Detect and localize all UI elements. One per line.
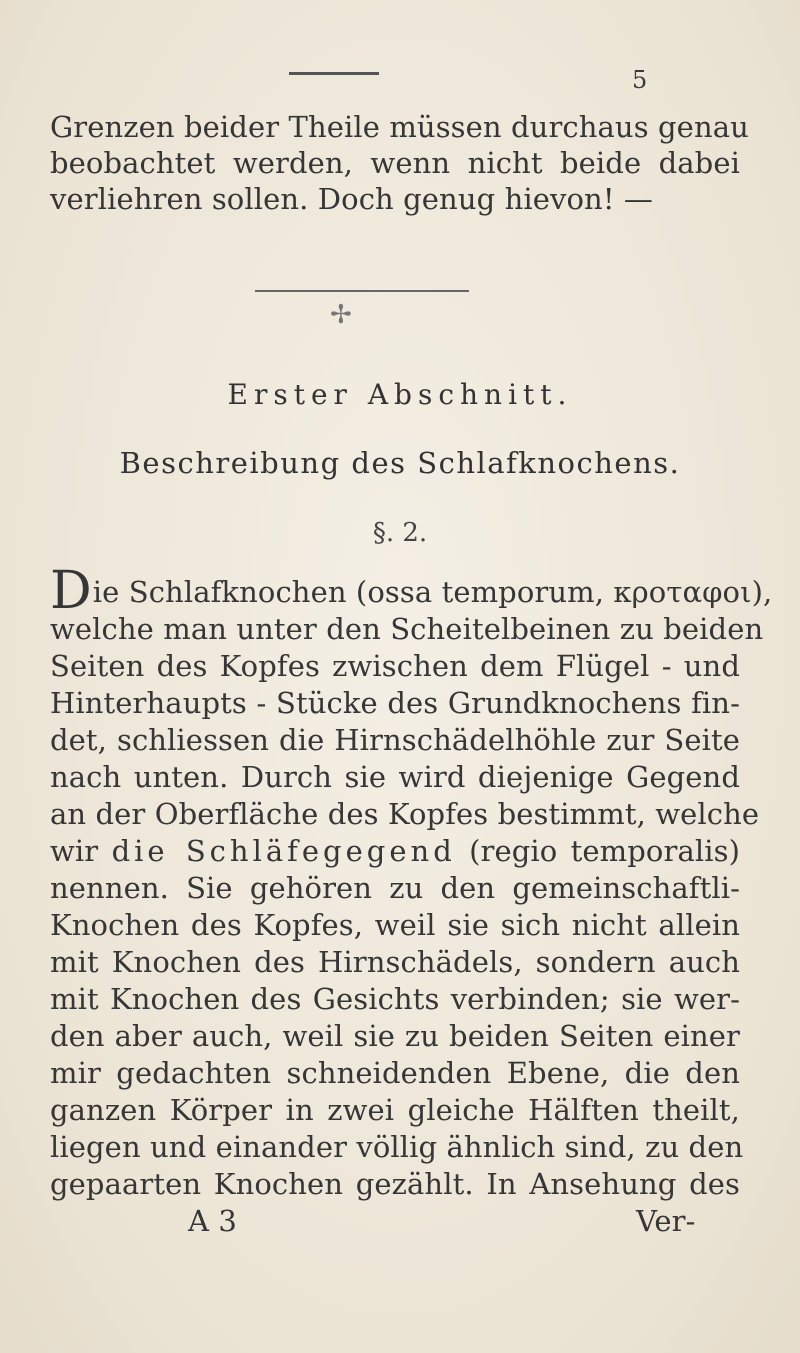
term-regio-temporalis: (regio temporalis) xyxy=(469,834,740,868)
section-number: §. 2. xyxy=(372,518,428,548)
body-line-11: mit Knochen des Hirnschädels, sondern auch xyxy=(50,945,740,979)
intro-line-1: Grenzen beider Theile müssen durchaus genau xyxy=(50,110,749,144)
body-line-8 xyxy=(50,834,740,868)
first-line-text: ie Schlafknochen (ossa temporum, κροταφοι), xyxy=(92,575,773,609)
body-line-16: liegen und einander völlig ähnlich sind, zu den xyxy=(50,1130,744,1164)
page-number: 5 xyxy=(632,66,648,94)
line-12-prefix: wir xyxy=(50,834,99,868)
chapter-heading: Beschreibung des Schlafknochens. xyxy=(119,446,681,480)
body-line-3: Seiten des Kopfes zwischen dem Flügel - und xyxy=(50,649,740,683)
body-line-9: nennen. Sie gehören zu den gemeinschaftli- xyxy=(50,871,740,905)
body-line-17: gepaarten Knochen gezählt. In Ansehung des xyxy=(50,1167,740,1201)
body-line-10: Knochen des Kopfes, weil sie sich nicht allein xyxy=(50,908,740,942)
intro-line-2: beobachtet werden, wenn nicht beide dabei xyxy=(50,146,740,180)
intro-line-3: verliehren sollen. Doch genug hievon! — xyxy=(50,182,654,216)
body-line-1 xyxy=(50,561,773,621)
body-line-7: an der Oberfläche des Kopfes bestimmt, welche xyxy=(50,797,760,831)
body-line-4: Hinterhaupts - Stücke des Grundknochens fin- xyxy=(50,686,740,720)
body-line-6: nach unten. Durch sie wird diejenige Gegend xyxy=(50,760,740,794)
signature-mark: A 3 xyxy=(188,1204,237,1238)
section-title: Erster Abschnitt. xyxy=(227,378,573,411)
ornament-icon: ✢ xyxy=(330,300,352,330)
body-line-15: ganzen Körper in zwei gleiche Hälften theilt, xyxy=(50,1093,740,1127)
body-line-14: mir gedachten schneidenden Ebene, die den xyxy=(50,1056,740,1090)
term-schlaefegegend: die Schläfegegend xyxy=(111,834,456,868)
body-line-5: det, schliessen die Hirnschädelhöhle zur Seite xyxy=(50,723,740,757)
body-line-2: welche man unter den Scheitelbeinen zu beiden xyxy=(50,612,764,646)
ornament-rule xyxy=(255,290,469,292)
body-line-12: mit Knochen des Gesichts verbinden; sie wer- xyxy=(50,982,740,1016)
header-rule xyxy=(289,72,379,75)
body-line-13: den aber auch, weil sie zu beiden Seiten einer xyxy=(50,1019,740,1053)
catchword: Ver- xyxy=(636,1204,696,1238)
dropcap: D xyxy=(50,561,92,621)
